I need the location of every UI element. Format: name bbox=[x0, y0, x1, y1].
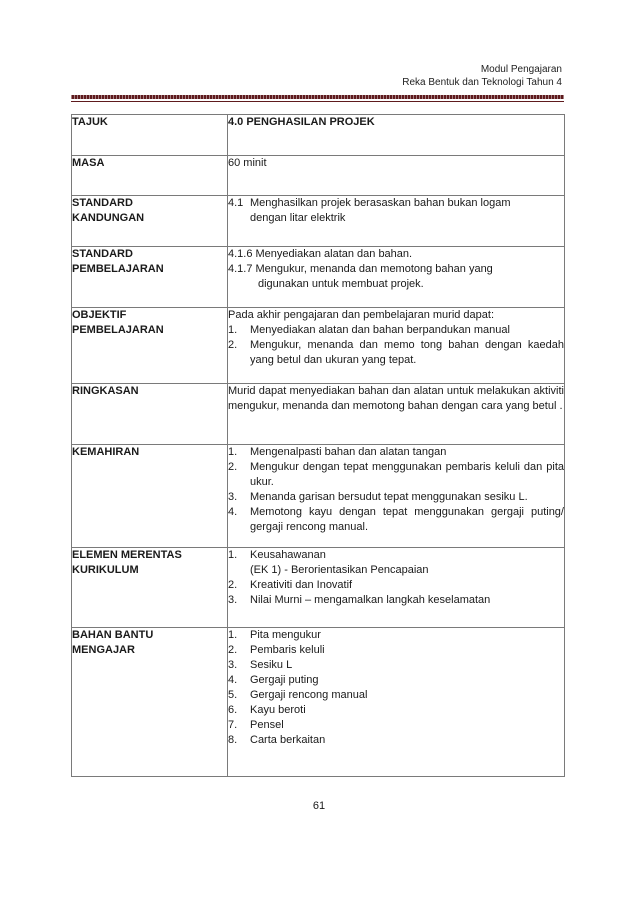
item-text bbox=[250, 196, 564, 226]
label-line: STANDARD bbox=[72, 197, 133, 209]
label-bahan bbox=[72, 628, 228, 777]
label-kemahiran-text: KEMAHIRAN bbox=[72, 446, 140, 458]
item-text: Pita mengukur bbox=[250, 629, 321, 641]
item-number: 3. bbox=[228, 659, 238, 671]
item-text: Mengukur dengan tepat menggunakan pembaris keluli dan pita ukur. bbox=[250, 461, 564, 488]
item-number: 6. bbox=[228, 704, 238, 716]
label-line: PEMBELAJARAN bbox=[72, 263, 164, 275]
label-ringkasan bbox=[72, 384, 228, 445]
item-number: 2. bbox=[228, 339, 238, 351]
item-number: 4. bbox=[228, 674, 238, 686]
item-number: 2. bbox=[228, 461, 238, 473]
item-text: Gergaji rencong manual bbox=[250, 689, 368, 701]
value-ringkasan bbox=[228, 384, 565, 445]
header-module-title: Modul Pengajaran bbox=[480, 64, 562, 75]
label-line: KURIKULUM bbox=[72, 564, 139, 576]
item-number: 5. bbox=[228, 689, 238, 701]
item-text: Menyediakan alatan dan bahan berpandukan manual bbox=[250, 324, 510, 336]
list-item bbox=[228, 578, 564, 593]
item-text: Mengukur, menanda dan memo tong bahan dengan kaedah yang betul dan ukuran yang tepat. bbox=[250, 339, 564, 366]
label-masa-text: MASA bbox=[72, 157, 105, 169]
table-row-bahan bbox=[72, 628, 565, 777]
label-standard-kandungan bbox=[72, 196, 228, 247]
list-item bbox=[228, 490, 564, 505]
label-objektif bbox=[72, 308, 228, 384]
item-text: Kreativiti dan Inovatif bbox=[250, 579, 353, 591]
standard-kandungan-item bbox=[228, 196, 564, 226]
item-text-line: Menghasilkan projek berasaskan bahan bukan logam bbox=[250, 197, 511, 209]
list-item bbox=[228, 643, 564, 658]
label-line: KANDUNGAN bbox=[72, 212, 145, 224]
item-text-line: Keusahawanan bbox=[250, 549, 326, 561]
header-subject-title: Reka Bentuk dan Teknologi Tahun 4 bbox=[402, 77, 562, 88]
list-item bbox=[228, 338, 564, 368]
header-rule-band bbox=[71, 95, 564, 99]
item-number: 4.1 bbox=[228, 197, 244, 209]
list-item bbox=[228, 673, 564, 688]
list-item bbox=[228, 460, 564, 490]
label-elemen bbox=[72, 548, 228, 628]
learning-standard-item: 4.1.6 Menyediakan alatan dan bahan. bbox=[228, 248, 413, 260]
item-text: Pensel bbox=[250, 719, 284, 731]
table-row-elemen bbox=[72, 548, 565, 628]
table-row-kemahiran bbox=[72, 445, 565, 548]
item-number: 2. bbox=[228, 644, 238, 656]
header-rule bbox=[71, 95, 564, 103]
item-text: Pembaris keluli bbox=[250, 644, 325, 656]
item-text: Memotong kayu dengan tepat menggunakan gergaji puting/ gergaji rencong manual. bbox=[250, 506, 564, 533]
label-line: ELEMEN MERENTAS bbox=[72, 549, 182, 561]
learning-standard-item-continuation: digunakan untuk membuat projek. bbox=[258, 278, 424, 290]
label-tajuk-text: TAJUK bbox=[72, 116, 108, 128]
value-elemen bbox=[228, 548, 565, 628]
item-text: Nilai Murni – mengamalkan langkah keselamatan bbox=[250, 594, 491, 606]
value-tajuk-text: 4.0 PENGHASILAN PROJEK bbox=[228, 116, 375, 128]
value-standard-pembelajaran bbox=[228, 247, 565, 308]
item-text: Gergaji puting bbox=[250, 674, 319, 686]
item-number: 3. bbox=[228, 491, 238, 503]
list-item bbox=[228, 505, 564, 535]
running-header bbox=[402, 63, 562, 89]
value-bahan bbox=[228, 628, 565, 777]
item-number: 7. bbox=[228, 719, 238, 731]
item-text: Menanda garisan bersudut tepat menggunakan sesiku L. bbox=[250, 491, 528, 503]
list-item bbox=[228, 323, 564, 338]
item-number: 3. bbox=[228, 594, 238, 606]
summary-text: Murid dapat menyediakan bahan dan alatan untuk melakukan aktiviti mengukur, menanda dan memotong bahan dengan cara yang betul . bbox=[228, 385, 564, 412]
label-standard-pembelajaran bbox=[72, 247, 228, 308]
item-text: Mengenalpasti bahan dan alatan tangan bbox=[250, 446, 447, 458]
value-standard-kandungan bbox=[228, 196, 565, 247]
lesson-plan-table bbox=[71, 114, 565, 777]
label-ringkasan-text: RINGKASAN bbox=[72, 385, 139, 397]
item-text bbox=[250, 548, 564, 578]
item-number: 2. bbox=[228, 579, 238, 591]
list-item bbox=[228, 628, 564, 643]
objective-intro: Pada akhir pengajaran dan pembelajaran murid dapat: bbox=[228, 309, 495, 321]
table-row-ringkasan bbox=[72, 384, 565, 445]
value-masa-text: 60 minit bbox=[228, 157, 267, 169]
header-rule-line bbox=[71, 101, 564, 102]
list-item bbox=[228, 593, 564, 608]
item-text-line: dengan litar elektrik bbox=[250, 212, 346, 224]
item-number: 1. bbox=[228, 446, 238, 458]
item-number: 8. bbox=[228, 734, 238, 746]
item-number: 1. bbox=[228, 629, 238, 641]
list-item bbox=[228, 688, 564, 703]
label-line: OBJEKTIF bbox=[72, 309, 127, 321]
value-kemahiran bbox=[228, 445, 565, 548]
table-row-standard-kandungan bbox=[72, 196, 565, 247]
value-objektif bbox=[228, 308, 565, 384]
label-line: BAHAN BANTU bbox=[72, 629, 154, 641]
value-tajuk bbox=[228, 115, 565, 156]
label-line: PEMBELAJARAN bbox=[72, 324, 164, 336]
list-item bbox=[228, 658, 564, 673]
item-text: Carta berkaitan bbox=[250, 734, 326, 746]
item-number: 1. bbox=[228, 549, 238, 561]
label-kemahiran bbox=[72, 445, 228, 548]
table-row-objektif bbox=[72, 308, 565, 384]
item-text: Kayu beroti bbox=[250, 704, 306, 716]
list-item bbox=[228, 703, 564, 718]
table-row-standard-pembelajaran bbox=[72, 247, 565, 308]
label-masa bbox=[72, 156, 228, 196]
table-row-tajuk bbox=[72, 115, 565, 156]
table-row-masa bbox=[72, 156, 565, 196]
label-line: STANDARD bbox=[72, 248, 133, 260]
list-item bbox=[228, 733, 564, 748]
item-number: 1. bbox=[228, 324, 238, 336]
list-item bbox=[228, 445, 564, 460]
value-masa bbox=[228, 156, 565, 196]
list-item bbox=[228, 718, 564, 733]
learning-standard-item: 4.1.7 Mengukur, menanda dan memotong bahan yang bbox=[228, 263, 493, 275]
item-text: Sesiku L bbox=[250, 659, 293, 671]
label-tajuk bbox=[72, 115, 228, 156]
page-number: 61 bbox=[312, 800, 326, 812]
item-text-line: (EK 1) - Berorientasikan Pencapaian bbox=[250, 564, 429, 576]
label-line: MENGAJAR bbox=[72, 644, 135, 656]
item-number: 4. bbox=[228, 506, 238, 518]
list-item bbox=[228, 548, 564, 578]
